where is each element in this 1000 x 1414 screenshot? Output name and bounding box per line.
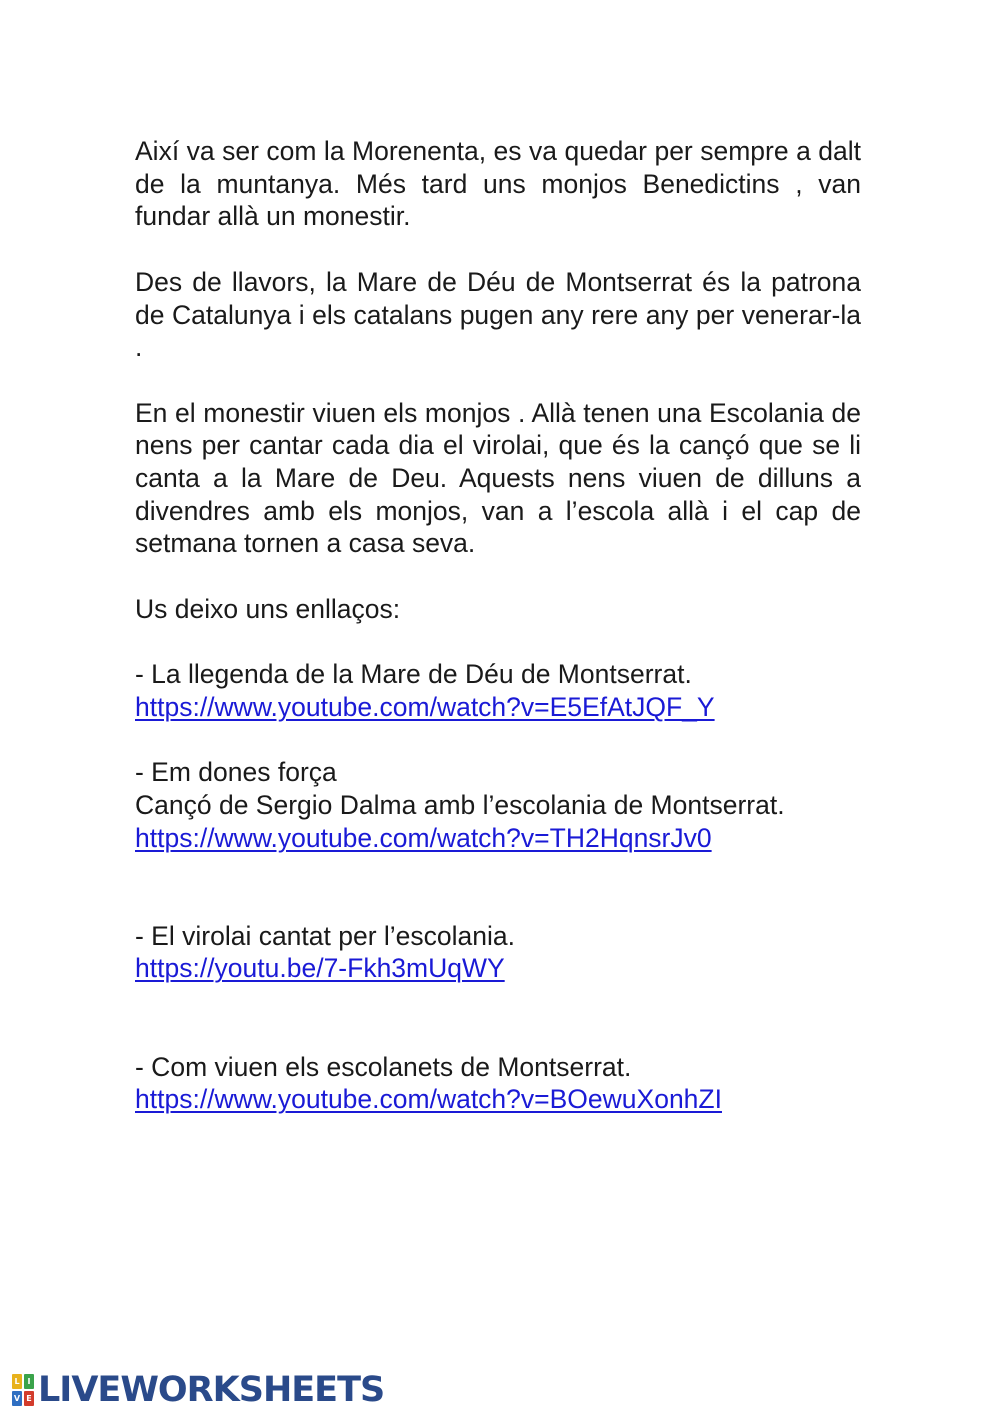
paragraph-escolania: En el monestir viuen els monjos . Allà tenen una Escolania de nens per cantar cada dia el virolai, que és la cançó que se li canta a la Mare de Deu. Aquests nens viuen de dilluns a divendres amb els monjos, van a l’escola allà i el cap de setmana tornen a casa seva. [135,397,861,559]
liveworksheets-logo [12,1370,384,1410]
link-subtitle: Cançó de Sergio Dalma amb l’escolania de Montserrat. [135,789,785,820]
link-item-em-dones-forca [135,756,861,854]
link-item-escolanets [135,1051,861,1116]
link-title: - El virolai cantat per l’escolania. [135,920,516,951]
links-intro: Us deixo uns enllaços: [135,593,401,624]
link-title: - Em dones força [135,757,337,788]
link-item-virolai [135,920,861,985]
youtube-link-legend[interactable]: https://www.youtube.com/watch?v=E5EfAtJQF_Y [135,691,715,722]
paragraph-legend-ending: Així va ser com la Morenenta, es va quedar per sempre a dalt de la muntanya. Més tard uns monjos Benedictins , van fundar allà un monestir. [135,136,861,232]
link-title: - Com viuen els escolanets de Montserrat. [135,1051,632,1082]
logo-block: V [12,1391,22,1406]
link-title: - La llegenda de la Mare de Déu de Montserrat. [135,659,692,690]
logo-block: L [12,1374,22,1389]
paragraph-patroness: Des de llavors, la Mare de Déu de Montserrat és la patrona de Catalunya i els catalans pugen any rere any per venerar-la . [135,266,861,363]
logo-block: I [24,1374,34,1389]
link-item-legend [135,658,861,723]
youtube-link-virolai[interactable]: https://youtu.be/7-Fkh3mUqWY [135,953,505,984]
logo-text: LIVEWORKSHEETS [38,1370,385,1410]
logo-blocks-icon [12,1374,34,1406]
document-body [135,135,861,1116]
logo-block: E [24,1391,34,1406]
youtube-link-escolanets[interactable]: https://www.youtube.com/watch?v=BOewuXonhZI [135,1084,722,1115]
youtube-link-em-dones-forca[interactable]: https://www.youtube.com/watch?v=TH2HqnsrJv0 [135,822,712,853]
